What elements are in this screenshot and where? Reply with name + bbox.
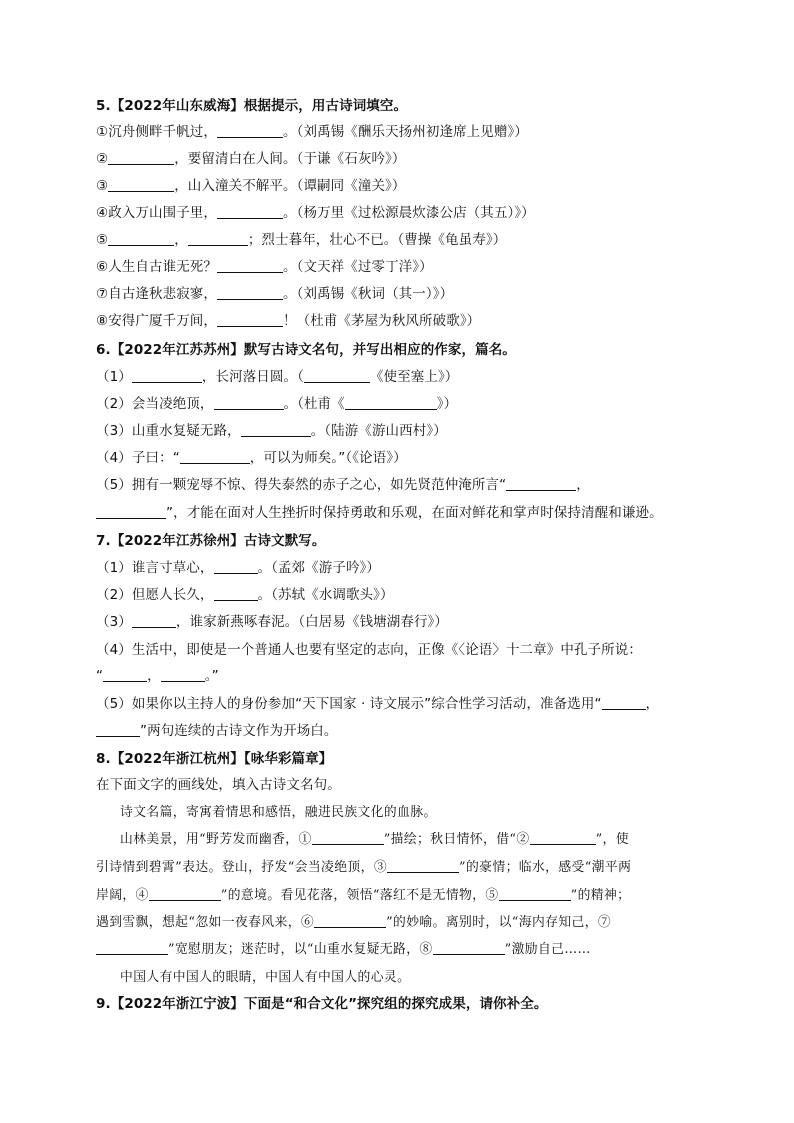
q7-line-3: （3） ，谁家新燕啄春泥。（白居易《钱塘湖春行》） (96, 614, 448, 630)
answer-blank[interactable] (506, 476, 576, 491)
q7-title: 7.【2022年江苏徐州】古诗文默写。 (96, 533, 326, 549)
answer-blank[interactable] (387, 858, 459, 873)
q6-line-5: （5）拥有一颗宠辱不惊、得失泰然的赤子之心，如先贤范仲淹所言“ ， (96, 477, 590, 493)
q6-line-3: （3）山重水复疑无路， 。（陆游《游山西村》） (96, 423, 447, 439)
answer-blank[interactable] (314, 913, 386, 928)
answer-blank[interactable] (96, 504, 166, 519)
answer-blank[interactable] (161, 667, 205, 682)
q5-line-8: ⑧安得广厦千万间， ！（杜甫《茅屋为秋风所破歌》） (96, 313, 481, 329)
answer-blank[interactable] (217, 123, 283, 138)
q8-passage-4: 岸阔，④ ”的意境。看见花落，领悟“落红不是无情物，⑤ ”的精神； (96, 888, 631, 903)
answer-blank[interactable] (304, 368, 370, 383)
q7-line-4: （4）生活中，即使是一个普通人也要有坚定的志向，正像《〈论语〉十二章》中孔子所说： (96, 642, 642, 658)
q8-passage-3: 引诗情到碧霄”表达。登山，抒发“会当凌绝顶，③ ”的豪情；临水，感受“潮平两 (96, 860, 632, 875)
answer-blank[interactable] (241, 422, 311, 437)
q5-line-5: ⑤ ， ；烈士暮年，壮心不已。（曹操《龟虽寿》） (96, 232, 507, 248)
answer-blank[interactable] (312, 830, 384, 845)
answer-blank[interactable] (217, 204, 283, 219)
q7-line-7: ”两句连续的古诗文作为开场白。 (96, 721, 338, 741)
q6-line-4: （4）子曰：“ ，可以为师矣。”（《论语》） (96, 450, 407, 466)
q8-passage-2: 山林美景，用“野芳发而幽香，① ”描绘；秋日情怀，借“② ”，使 (120, 832, 629, 847)
q6-line-1: （1） ，长河落日圆。（ 《使至塞上》） (96, 369, 459, 385)
q5-title: 5.【2022年山东威海】根据提示，用古诗词填空。 (96, 98, 408, 114)
q7-line-1: （1）谁言寸草心， 。（孟郊《游子吟》） (96, 560, 380, 576)
answer-blank[interactable] (188, 231, 248, 246)
answer-blank[interactable] (499, 886, 571, 901)
answer-blank[interactable] (132, 613, 176, 628)
answer-blank[interactable] (214, 559, 258, 574)
answer-blank[interactable] (149, 886, 221, 901)
q8-passage-1: 诗文名篇，寄寓着情思和感悟，融进民族文化的血脉。 (120, 805, 437, 820)
q6-line-6: ”，才能在面对人生挫折时保持勇敢和乐观，在面对鲜花和掌声时保持清醒和谦逊。 (96, 503, 663, 523)
q6-title: 6.【2022年江苏苏州】默写古诗文名句，并写出相应的作家，篇名。 (96, 342, 516, 358)
answer-blank[interactable] (217, 285, 283, 300)
q7-line-5: “ ， 。” (96, 668, 219, 684)
answer-blank[interactable] (217, 258, 283, 273)
answer-blank[interactable] (108, 150, 174, 165)
q5-line-3: ③ ，山入潼关不解平。（谭嗣同《潼关》） (96, 178, 406, 194)
q8-passage-5: 遇到雪飘，想起“忽如一夜春风来，⑥ ”的妙喻。离别时，以“海内存知己，⑦ (96, 915, 612, 930)
answer-blank[interactable] (214, 395, 284, 410)
q8-title: 8.【2022年浙江杭州】【咏华彩篇章】 (96, 751, 333, 767)
answer-blank[interactable] (602, 695, 646, 710)
answer-blank[interactable] (217, 312, 283, 327)
answer-blank[interactable] (96, 722, 140, 737)
q8-subtitle: 在下面文字的画线处，填入古诗文名句。 (96, 777, 341, 793)
q7-line-6: （5）如果你以主持人的身份参加“天下国家 · 诗文展示”综合性学习活动，准备选用“ ， (96, 696, 660, 712)
answer-blank[interactable] (108, 177, 174, 192)
answer-blank[interactable] (103, 667, 147, 682)
q8-passage-6: ”宽慰朋友；迷茫时，以“山重水复疑无路，⑧ ”激励自己…… (96, 940, 591, 960)
answer-blank[interactable] (530, 830, 596, 845)
answer-blank[interactable] (96, 940, 168, 955)
answer-blank[interactable] (433, 940, 505, 955)
q6-line-2: （2）会当凌绝顶， 。（杜甫《 》） (96, 396, 458, 412)
answer-blank[interactable] (180, 449, 250, 464)
q9-title: 9.【2022年浙江宁波】下面是“和合文化”探究组的探究成果，请你补全。 (96, 996, 548, 1012)
q5-line-6: ⑥人生自古谁无死？ 。（文天祥《过零丁洋》） (96, 259, 433, 275)
answer-blank[interactable] (345, 395, 437, 410)
answer-blank[interactable] (214, 586, 258, 601)
q5-line-7: ⑦自古逢秋悲寂寥， 。（刘禹锡《秋词（其一）》） (96, 286, 454, 302)
answer-blank[interactable] (132, 368, 202, 383)
answer-blank[interactable] (108, 231, 174, 246)
q8-passage-7: 中国人有中国人的眼睛，中国人有中国人的心灵。 (120, 970, 411, 985)
q5-line-2: ② ，要留清白在人间。（于谦《石灰吟》） (96, 151, 406, 167)
q7-line-2: （2）但愿人长久， 。（苏轼《水调歌头》） (96, 587, 394, 603)
q5-line-4: ④政入万山围子里， 。（杨万里《过松源晨炊漆公店（其五）》） (96, 205, 535, 221)
q5-line-1: ①沉舟侧畔千帆过， 。（刘禹锡《酬乐天扬州初逢席上见赠》） (96, 124, 528, 140)
